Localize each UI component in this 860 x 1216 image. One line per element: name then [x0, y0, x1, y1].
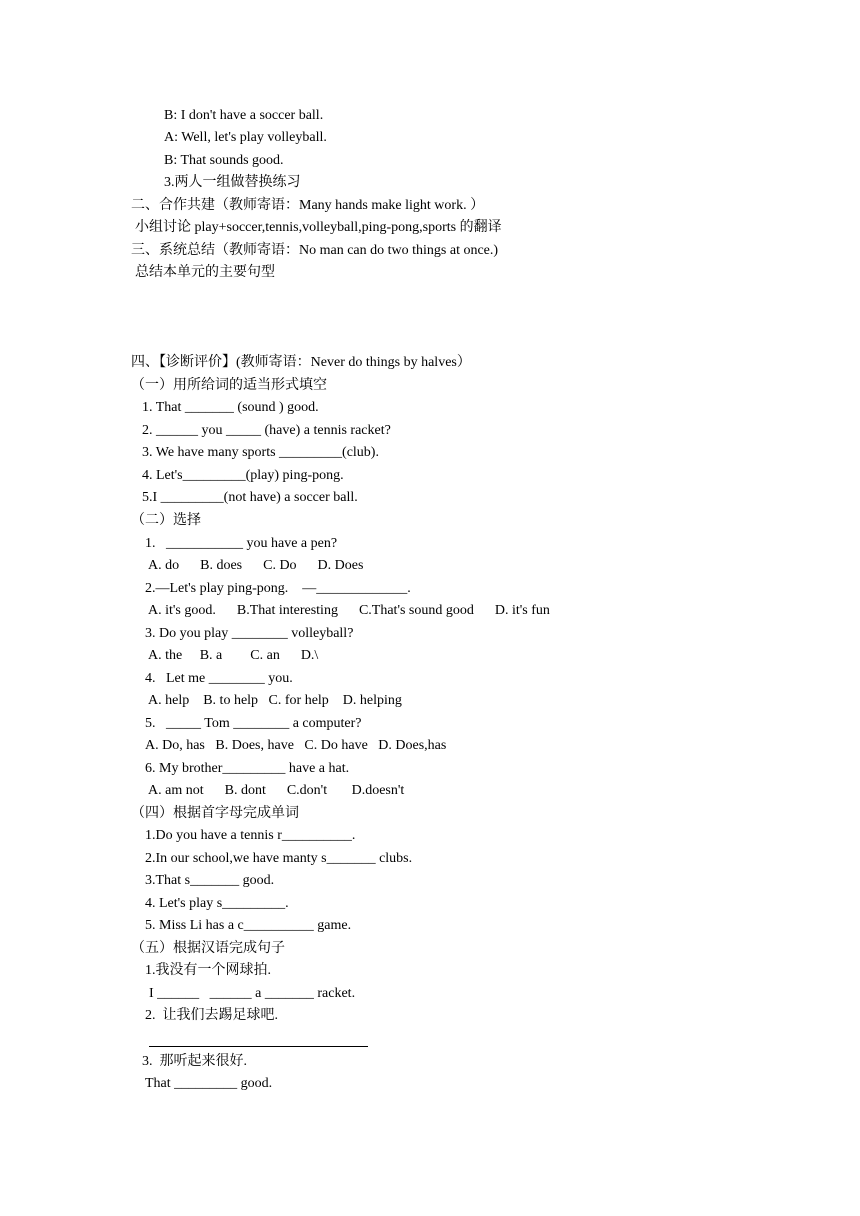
exercise-item: 3. We have many sports _________(club).	[142, 445, 379, 460]
section-heading: 二、合作共建（教师寄语：Many hands make light work. ）	[131, 198, 485, 213]
translation-answer: That _________ good.	[145, 1076, 273, 1091]
options: A. help B. to help C. for help D. helping	[148, 693, 402, 708]
exercise-item: 2.In our school,we have manty s_______ clubs.	[145, 851, 413, 866]
exercise-item: 5.I _________(not have) a soccer ball.	[142, 490, 358, 505]
section-task: 小组讨论 play+soccer,tennis,volleyball,ping-pong,sports 的翻译	[135, 220, 502, 235]
answer-blank-line	[149, 1046, 368, 1047]
dialogue-line: B: I don't have a soccer ball.	[164, 108, 324, 123]
question: 6. My brother_________ have a hat.	[145, 761, 350, 776]
part-title: （一）用所给词的适当形式填空	[131, 378, 327, 393]
question: 2.—Let's play ping-pong. —_____________.	[145, 581, 411, 596]
section-heading: 三、系统总结（教师寄语：No man can do two things at once.)	[131, 243, 499, 258]
question: 5. _____ Tom ________ a computer?	[145, 716, 362, 731]
translation-prompt: 2. 让我们去踢足球吧.	[145, 1008, 278, 1023]
part-title: （五）根据汉语完成句子	[131, 941, 285, 956]
question: 1. ___________ you have a pen?	[145, 536, 338, 551]
exercise-item: 3.That s_______ good.	[145, 873, 275, 888]
translation-prompt: 3. 那听起来很好.	[142, 1054, 247, 1069]
section-task: 总结本单元的主要句型	[135, 265, 275, 280]
question: 4. Let me ________ you.	[145, 671, 293, 686]
options: A. do B. does C. Do D. Does	[148, 558, 364, 573]
exercise-item: 4. Let's play s_________.	[145, 896, 289, 911]
exercise-item: 1. That _______ (sound ) good.	[142, 400, 319, 415]
question: 3. Do you play ________ volleyball?	[145, 626, 354, 641]
exercise-item: 5. Miss Li has a c__________ game.	[145, 918, 352, 933]
translation-answer: I ______ ______ a _______ racket.	[149, 986, 356, 1001]
exercise-item: 1.Do you have a tennis r__________.	[145, 828, 356, 843]
part-title: （二）选择	[131, 513, 201, 528]
options: A. am not B. dont C.don't D.doesn't	[148, 783, 405, 798]
exercise-item: 4. Let's_________(play) ping-pong.	[142, 468, 344, 483]
options: A. it's good. B.That interesting C.That's sound good D. it's fun	[148, 603, 550, 618]
dialogue-instruction: 3.两人一组做替换练习	[164, 175, 301, 190]
section-heading: 四、【诊断评价】(教师寄语：Never do things by halves）	[131, 355, 471, 370]
exercise-item: 2. ______ you _____ (have) a tennis racket?	[142, 423, 391, 438]
options: A. Do, has B. Does, have C. Do have D. Does,has	[145, 738, 447, 753]
part-title: （四）根据首字母完成单词	[131, 806, 299, 821]
translation-prompt: 1.我没有一个网球拍.	[145, 963, 271, 978]
dialogue-line: B: That sounds good.	[164, 153, 284, 168]
dialogue-line: A: Well, let's play volleyball.	[164, 130, 327, 145]
options: A. the B. a C. an D.\	[148, 648, 319, 663]
